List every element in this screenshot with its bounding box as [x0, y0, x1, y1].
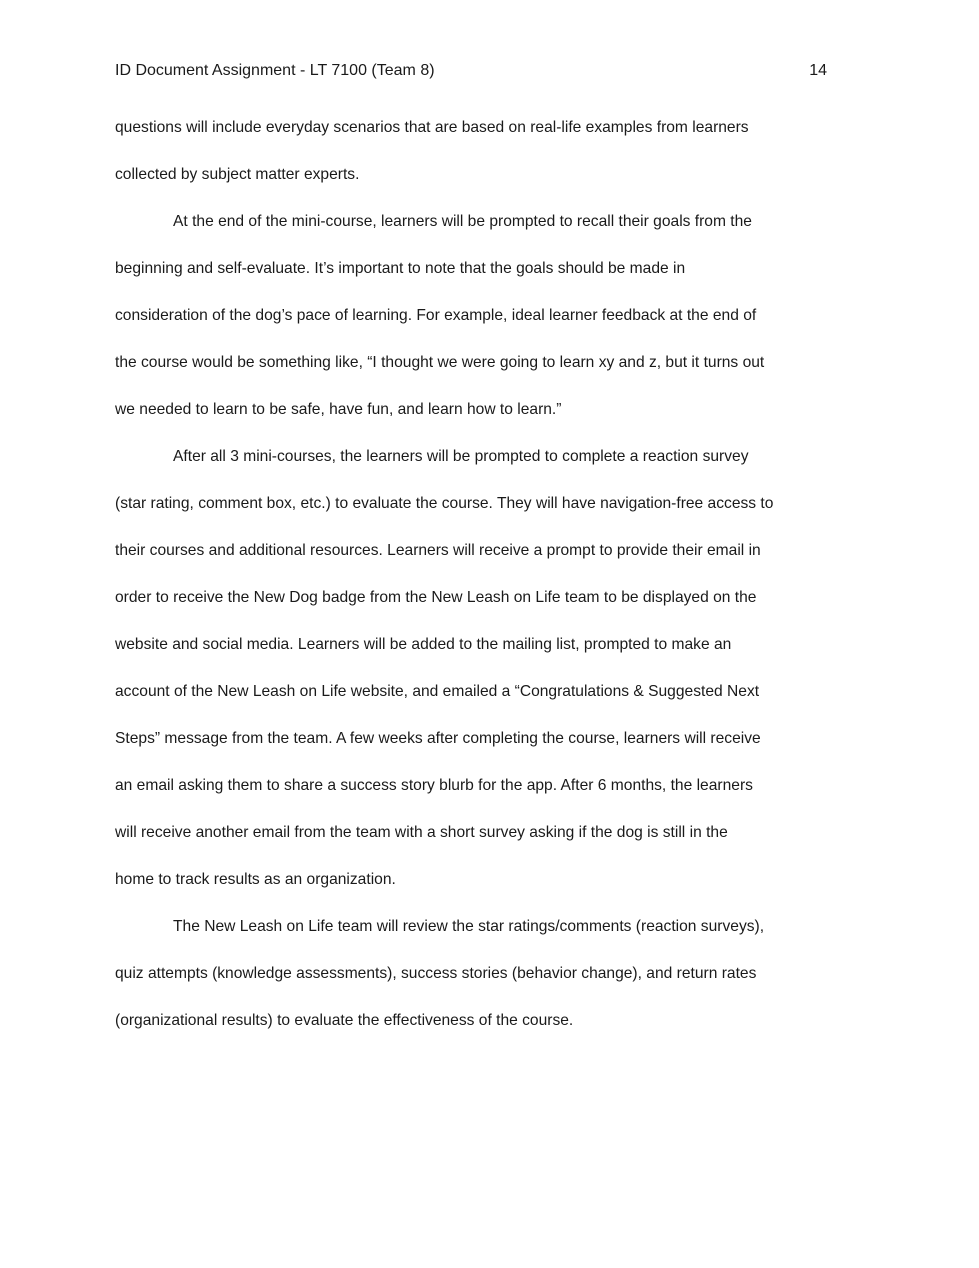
- text-line: the course would be something like, “I thought we were going to learn xy and z, but it turns out: [115, 354, 765, 371]
- text-line: After all 3 mini-courses, the learners will be prompted to complete a reaction survey: [173, 448, 749, 465]
- paragraph-4: [115, 903, 860, 1044]
- text-line: questions will include everyday scenarios that are based on real-life examples from learners: [115, 119, 749, 136]
- text-line: we needed to learn to be safe, have fun, and learn how to learn.”: [115, 401, 562, 418]
- text-line: order to receive the New Dog badge from the New Leash on Life team to be displayed on the: [115, 589, 757, 606]
- text-line: (organizational results) to evaluate the effectiveness of the course.: [115, 1012, 574, 1029]
- text-line: collected by subject matter experts.: [115, 166, 360, 183]
- text-line: website and social media. Learners will be added to the mailing list, prompted to make an: [115, 636, 732, 653]
- text-line: consideration of the dog’s pace of learning. For example, ideal learner feedback at the end of: [115, 307, 757, 324]
- text-line: At the end of the mini-course, learners will be prompted to recall their goals from the: [173, 213, 752, 230]
- text-line: account of the New Leash on Life website, and emailed a “Congratulations & Suggested Next: [115, 683, 760, 700]
- paragraph-1: [115, 104, 860, 198]
- text-line: an email asking them to share a success story blurb for the app. After 6 months, the learners: [115, 777, 753, 794]
- text-line: quiz attempts (knowledge assessments), success stories (behavior change), and return rates: [115, 965, 757, 982]
- text-line: home to track results as an organization.: [115, 871, 396, 888]
- running-title: ID Document Assignment - LT 7100 (Team 8): [115, 62, 435, 79]
- text-line: The New Leash on Life team will review the star ratings/comments (reaction surveys),: [173, 918, 765, 935]
- running-header: [115, 58, 827, 84]
- body-text: [115, 104, 860, 1044]
- page-number: 14: [809, 62, 827, 79]
- paragraph-3: [115, 433, 860, 903]
- text-line: will receive another email from the team with a short survey asking if the dog is still in the: [115, 824, 728, 841]
- text-line: beginning and self-evaluate. It’s important to note that the goals should be made in: [115, 260, 686, 277]
- paragraph-2: [115, 198, 860, 433]
- text-line: Steps” message from the team. A few weeks after completing the course, learners will receive: [115, 730, 761, 747]
- text-line: their courses and additional resources. Learners will receive a prompt to provide their email in: [115, 542, 761, 559]
- text-line: (star rating, comment box, etc.) to evaluate the course. They will have navigation-free access to: [115, 495, 774, 512]
